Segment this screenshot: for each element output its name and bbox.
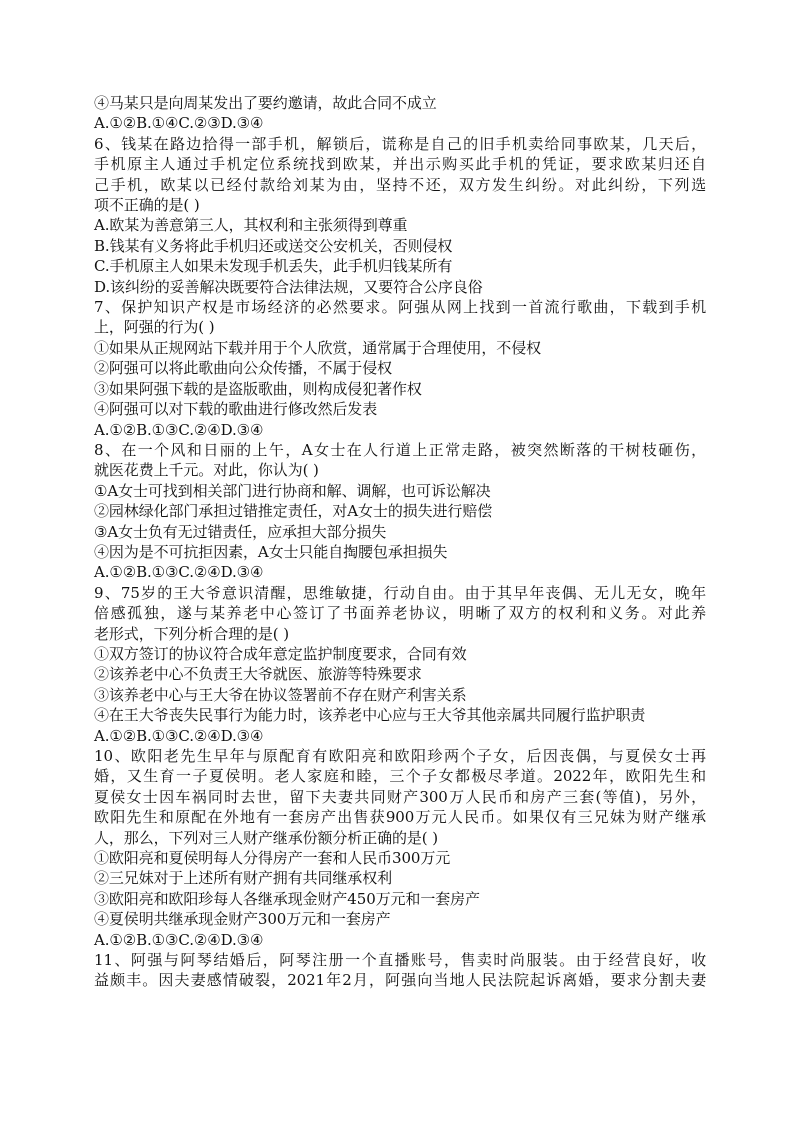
text-line: A.①②B.①③C.②④D.③④ — [94, 420, 264, 439]
text-line: 老形式，下列分析合理的是( ) — [94, 624, 289, 643]
text-line: A.欧某为善意第三人，其权利和主张须得到尊重 — [94, 216, 408, 235]
text-line: 8、在一个风和日丽的上午，A女士在人行道上正常走路，被突然断落的干树枝砸伤， — [94, 440, 706, 459]
text-line: ①如果从正规网站下载并用于个人欣赏，通常属于合理使用，不侵权 — [94, 338, 542, 357]
text-line: ③欧阳亮和欧阳珍每人各继承现金财产450万元和一套房产 — [94, 889, 480, 908]
text-line: C.手机原主人如果未发现手机丢失，此手机归钱某所有 — [94, 257, 453, 276]
text-line: ④夏侯明共继承现金财产300万元和一套房产 — [94, 910, 391, 929]
text-line: A.①②B.①③C.②④D.③④ — [94, 563, 264, 582]
text-line: 己手机，欧某以已经付款给刘某为由，坚持不还，双方发生纠纷。对此纠纷，下列选 — [94, 175, 706, 194]
text-line: 夏侯女士因车祸同时去世，留下夫妻共同财产300万人民币和房产三套(等值)，另外， — [94, 787, 706, 806]
text-line: 7、保护知识产权是市场经济的必然要求。阿强从网上找到一首流行歌曲，下载到手机 — [94, 298, 706, 317]
text-line: ③如果阿强下载的是盗版歌曲，则构成侵犯著作权 — [94, 379, 422, 398]
text-line: ④在王大爷丧失民事行为能力时，该养老中心应与王大爷其他亲属共同履行监护职责 — [94, 706, 646, 725]
text-line: 就医花费上千元。对此，你认为( ) — [94, 461, 319, 480]
text-line: ①A女士可找到相关部门进行协商和解、调解，也可诉讼解决 — [94, 481, 491, 500]
document-page — [94, 93, 706, 991]
text-line: ①欧阳亮和夏侯明每人分得房产一套和人民币300万元 — [94, 849, 451, 868]
text-line: 项不正确的是( ) — [94, 196, 200, 215]
text-line: ②园林绿化部门承担过错推定责任，对A女士的损失进行赔偿 — [94, 502, 493, 521]
text-line: 婚，又生育一子夏侯明。老人家庭和睦，三个子女都极尽孝道。2022年，欧阳先生和 — [94, 767, 706, 786]
text-line: A.①②B.①③C.②④D.③④ — [94, 930, 264, 949]
text-line: ④马某只是向周某发出了要约邀请，故此合同不成立 — [94, 94, 437, 112]
text-line: 10、欧阳老先生早年与原配育有欧阳亮和欧阳珍两个子女，后因丧偶，与夏侯女士再 — [94, 747, 706, 765]
text-line: 手机原主人通过手机定位系统找到欧某，并出示购买此手机的凭证，要求欧某归还自 — [94, 155, 706, 174]
text-line: A.①②B.①③C.②④D.③④ — [94, 726, 264, 745]
text-line: 益颇丰。因夫妻感情破裂，2021年2月，阿强向当地人民法院起诉离婚，要求分割夫妻 — [94, 971, 706, 990]
text-line: 欧阳先生和原配在外地有一套房产出售获900万元人民币。如果仅有三兄妹为财产继承 — [94, 808, 706, 827]
text-line: 上，阿强的行为( ) — [94, 318, 215, 337]
text-line: 9、75岁的王大爷意识清醒，思维敏捷，行动自由。由于其早年丧偶、无儿无女，晚年 — [94, 583, 706, 602]
text-line: ④因为是不可抗拒因素，A女士只能自掏腰包承担损失 — [94, 542, 448, 561]
text-line: 倍感孤独，遂与某养老中心签订了书面养老协议，明晰了双方的权利和义务。对此养 — [94, 604, 706, 623]
text-line: ②阿强可以将此歌曲向公众传播，不属于侵权 — [94, 359, 393, 378]
text-line: 6、钱某在路边拾得一部手机，解锁后，谎称是自己的旧手机卖给同事欧某，几天后， — [94, 134, 706, 153]
text-line: B.钱某有义务将此手机归还或送交公安机关，否则侵权 — [94, 236, 453, 255]
text-line: ②该养老中心不负责王大爷就医、旅游等特殊要求 — [94, 665, 422, 684]
text-line: A.①②B.①④C.②③D.③④ — [94, 114, 264, 133]
text-line: ③A女士负有无过错责任，应承担大部分损失 — [94, 522, 387, 541]
text-line: ③该养老中心与王大爷在协议签署前不存在财产利害关系 — [94, 685, 467, 704]
text-line: 11、阿强与阿琴结婚后，阿琴注册一个直播账号，售卖时尚服装。由于经营良好，收 — [94, 951, 706, 970]
text-line: ④阿强可以对下载的歌曲进行修改然后发表 — [94, 400, 378, 419]
text-line: ②三兄妹对于上述所有财产拥有共同继承权利 — [94, 869, 393, 888]
text-line: ①双方签订的协议符合成年意定监护制度要求，合同有效 — [94, 644, 467, 663]
text-line: 人，那么，下列对三人财产继承份额分析正确的是( ) — [94, 828, 438, 847]
text-line: D.该纠纷的妥善解决既要符合法律法规，又要符合公序良俗 — [94, 277, 483, 296]
